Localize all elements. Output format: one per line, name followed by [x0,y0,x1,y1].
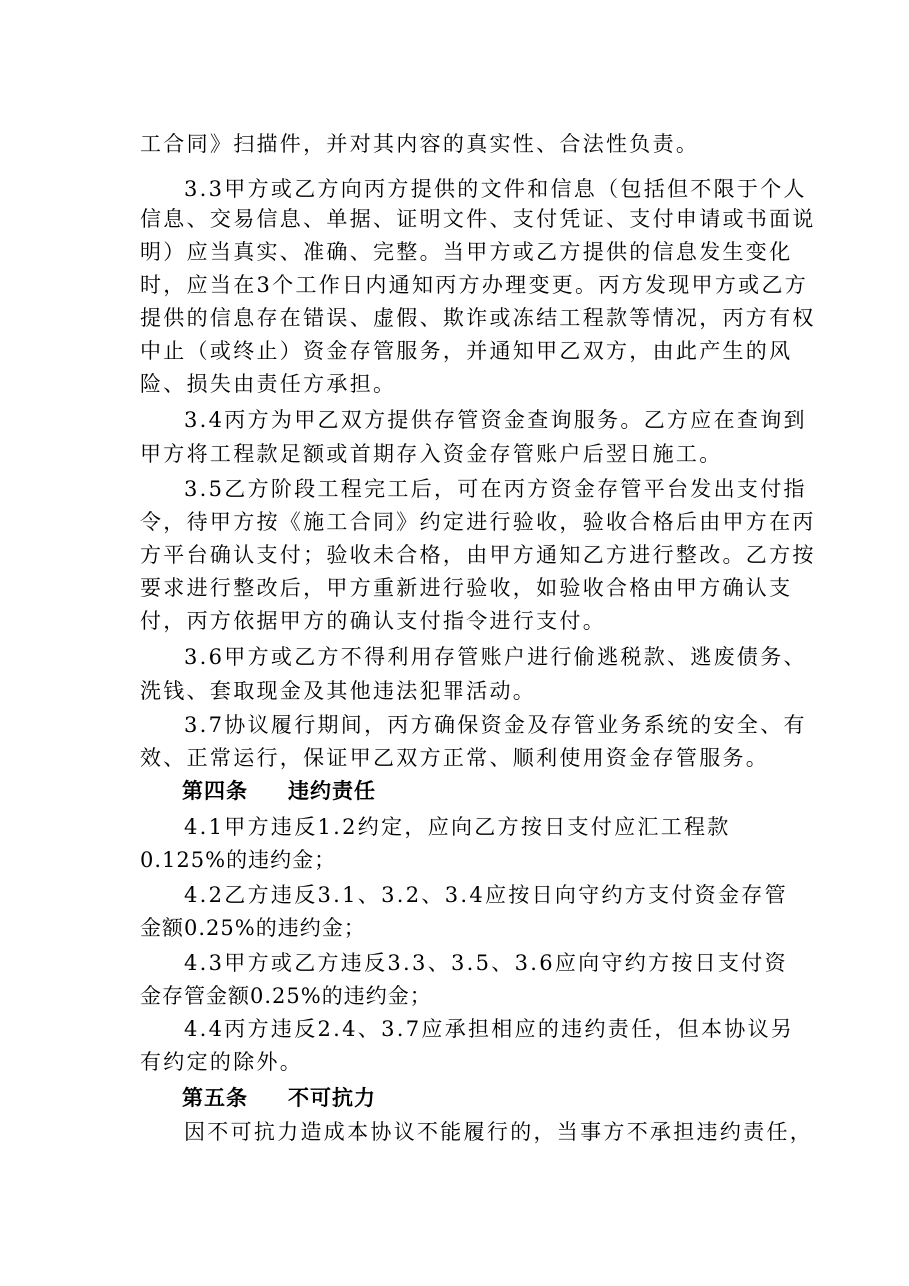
paragraph-line: 4.4丙方违反2.4、3.7应承担相应的违约责任，但本协议另 [184,1017,795,1041]
paragraph-line: 4.3甲方或乙方违反3.3、3.5、3.6应向守约方按日支付资 [184,951,788,975]
paragraph-line: 方平台确认支付；验收未合格，由甲方通知乙方进行整改。乙方按 [140,543,816,567]
paragraph-line: 工合同》扫描件，并对其内容的真实性、合法性负责。 [140,132,700,156]
article-5-number: 第五条 [182,1085,248,1110]
paragraph-line: 甲方将工程款足额或首期存入资金存管账户后翌日施工。 [140,442,723,466]
paragraph-line: 3.7协议履行期间，丙方确保资金及存管业务系统的安全、有 [184,713,807,737]
paragraph-line: 3.5乙方阶段工程完工后，可在丙方资金存管平台发出支付指 [184,477,807,501]
paragraph-line: 付，丙方依据甲方的确认支付指令进行支付。 [140,609,606,633]
paragraph-line: 4.2乙方违反3.1、3.2、3.4应按日向守约方支付资金存管 [184,883,788,907]
paragraph-line: 3.4丙方为甲乙双方提供存管资金查询服务。乙方应在查询到 [184,408,807,432]
paragraph-line: 效、正常运行，保证甲乙双方正常、顺利使用资金存管服务。 [140,746,770,770]
paragraph-line: 令，待甲方按《施工合同》约定进行验收，验收合格后由甲方在丙 [140,510,816,534]
paragraph-line: 4.1甲方违反1.2约定，应向乙方按日支付应汇工程款 [184,815,731,839]
paragraph-line: 金存管金额0.25%的违约金； [140,984,432,1008]
paragraph-line: 洗钱、套取现金及其他违法犯罪活动。 [140,679,537,703]
paragraph-line: 提供的信息存在错误、虚假、欺诈或冻结工程款等情况，丙方有权 [140,306,816,330]
paragraph-line: 因不可抗力造成本协议不能履行的，当事方不承担违约责任， [184,1120,814,1144]
paragraph-line: 信息、交易信息、单据、证明文件、支付凭证、支付申请或书面说 [140,207,816,231]
paragraph-line: 有约定的除外。 [140,1050,304,1074]
paragraph-line: 时，应当在3个工作日内通知丙方办理变更。丙方发现甲方或乙方 [140,273,809,297]
article-4-title: 违约责任 [288,778,376,803]
paragraph-line: 要求进行整改后，甲方重新进行验收，如验收合格由甲方确认支 [140,576,793,600]
article-4-number: 第四条 [182,778,248,803]
paragraph-line: 3.3甲方或乙方向丙方提供的文件和信息（包括但不限于个人 [184,177,807,201]
paragraph-line: 险、损失由责任方承担。 [140,372,397,396]
paragraph-line: 3.6甲方或乙方不得利用存管账户进行偷逃税款、逃废债务、 [184,645,807,669]
paragraph-line: 0.125%的违约金； [140,848,337,872]
article-5-title: 不可抗力 [288,1085,376,1110]
paragraph-line: 金额0.25%的违约金； [140,916,366,940]
paragraph-line: 中止（或终止）资金存管服务，并通知甲乙双方，由此产生的风 [140,339,793,363]
paragraph-line: 明）应当真实、准确、完整。当甲方或乙方提供的信息发生变化 [140,240,793,264]
